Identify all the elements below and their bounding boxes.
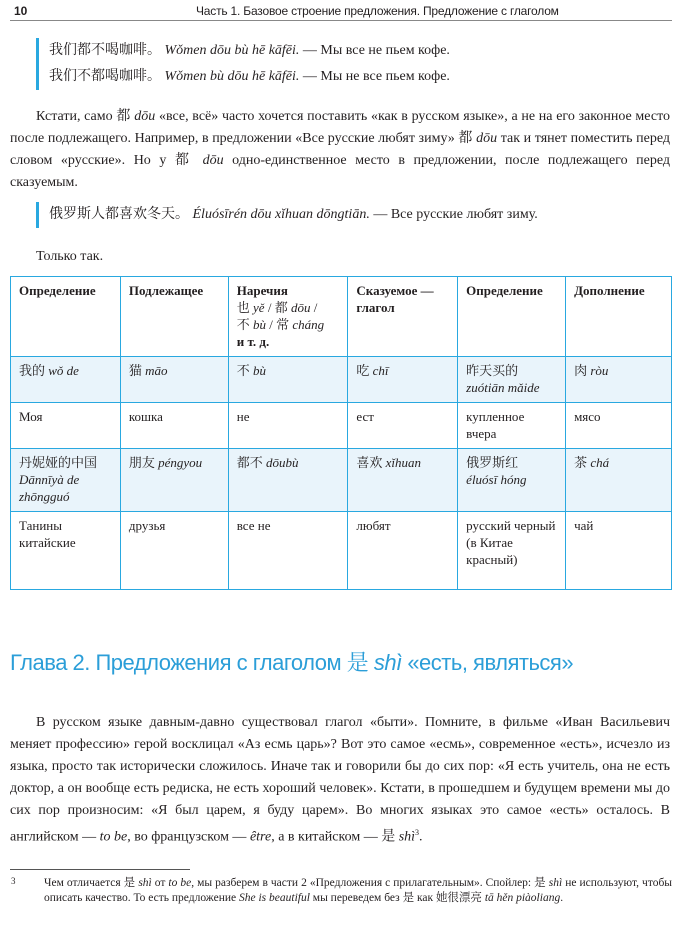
only-so-text: Только так. [36, 249, 104, 264]
header-attribute: Определение [11, 277, 121, 357]
table-header-row [11, 277, 672, 357]
example-block-2 [36, 202, 538, 228]
paragraph-dou-placement: Кстати, само 都 dōu «все, всё» часто хочется поставить «как в русском языке», а не на его законное место после подлежащего. Например, в предложении «Все русские любят зиму» 都 dōu так и тянет поместить перед словом «русские». Но у 都 dōu одно-единственное место в предложении, после подлежащего перед сказуемым. [10, 109, 671, 190]
header-attribute-2: Определение [458, 277, 566, 357]
table-cell: русский черный (в Китае красный) [458, 512, 566, 590]
table-row [11, 449, 672, 512]
example-hanzi: 我们都不喝咖啡。 [49, 43, 161, 58]
table-cell: 茶 chá [566, 449, 672, 512]
footnote-reference: 3 [415, 828, 420, 837]
header-object: Дополнение [566, 277, 672, 357]
footnote-mark: 3 [11, 876, 16, 886]
example-pinyin: Éluósīrén dōu xǐhuan dōngtiān. [192, 207, 370, 222]
table-cell: кошка [120, 403, 228, 449]
table-cell: 丹妮娅的中国 Dānnīyà de zhōngguó [11, 449, 121, 512]
example-block-1 [36, 38, 450, 90]
example-pinyin: Wǒmen bù dōu hē kāfēi. [164, 69, 300, 84]
table-cell: Танины китайские [11, 512, 121, 590]
example-hanzi: 我们不都喝咖啡。 [49, 69, 161, 84]
example-translation: — Мы все не пьем кофе. [302, 43, 450, 58]
table-row [11, 403, 672, 449]
header-predicate: Сказуемое — глагол [348, 277, 458, 357]
example-pinyin: Wǒmen dōu bù hē kāfēi. [164, 43, 300, 58]
table-cell: чай [566, 512, 672, 590]
table-cell: 不 bù [228, 357, 348, 403]
example-translation: — Мы не все пьем кофе. [302, 69, 450, 84]
table-cell: 俄罗斯红 éluósī hóng [458, 449, 566, 512]
table-cell: 朋友 péngyou [120, 449, 228, 512]
table-cell: 昨天买的 zuótiān mǎide [458, 357, 566, 403]
table-cell: друзья [120, 512, 228, 590]
table-cell: 都不 dōubù [228, 449, 348, 512]
page-number: 10 [14, 4, 28, 18]
table-row [11, 512, 672, 590]
example-translation: — Все русские любят зиму. [373, 207, 538, 222]
sentence-structure-table [10, 276, 672, 590]
table-cell: купленное вчера [458, 403, 566, 449]
table-cell: все не [228, 512, 348, 590]
example-line-1 [49, 38, 450, 64]
table-cell: 猫 māo [120, 357, 228, 403]
page-header [0, 0, 680, 22]
table-cell: 喜欢 xǐhuan [348, 449, 458, 512]
table-cell: мясо [566, 403, 672, 449]
table-cell: не [228, 403, 348, 449]
table-cell: любят [348, 512, 458, 590]
footnote-rule [10, 869, 190, 870]
example-hanzi: 俄罗斯人都喜欢冬天。 [49, 207, 189, 222]
header-adverbs: Наречия 也 yě / 都 dōu / 不 bù / 常 cháng и т. д. [228, 277, 348, 357]
footnote: Чем отличается 是 shì от to be, мы разберем в части 2 «Предложения с прилагательным». Спойлер: 是 shì не используют, чтобы описать качество. То есть предложение She is beautiful мы переведем без 是 как 她很漂亮 tā hěn piàoliang. [44, 877, 673, 904]
example-line-2 [49, 64, 450, 90]
chapter-heading: Глава 2. Предложения с глаголом 是 shì «есть, являться» [10, 650, 574, 675]
table-cell: 吃 chī [348, 357, 458, 403]
table-cell: 肉 ròu [566, 357, 672, 403]
table-cell: ест [348, 403, 458, 449]
paragraph-verb-to-be: В русском языке давным-давно существовал глагол «быти». Помните, в фильме «Иван Васильевич меняет профессию» герой восклицал «Аз есмь царь»? Вот это самое «есмь», современное «есть», исчезло из языка, просто так исторически сложилось. Иначе так и говорили бы до сих пор: «Я есть учитель, она не есть доктор, а он вообще есть редиска, не есть хороший человек». Кстати, в прошедшем и будущем времени мы до сих пор произносим: «Я был царем, я буду царем». Во многих языках это самое «есть» осталось. В английском — to be, во французском — être, а в китайском — 是 shì$^3$. [10, 715, 670, 845]
running-title: Часть 1. Базовое строение предложения. Предложение с глаголом [196, 4, 559, 18]
table-cell: Моя [11, 403, 121, 449]
table-cell: 我的 wǒ de [11, 357, 121, 403]
header-rule [10, 20, 672, 21]
header-subject: Подлежащее [120, 277, 228, 357]
table-row [11, 357, 672, 403]
